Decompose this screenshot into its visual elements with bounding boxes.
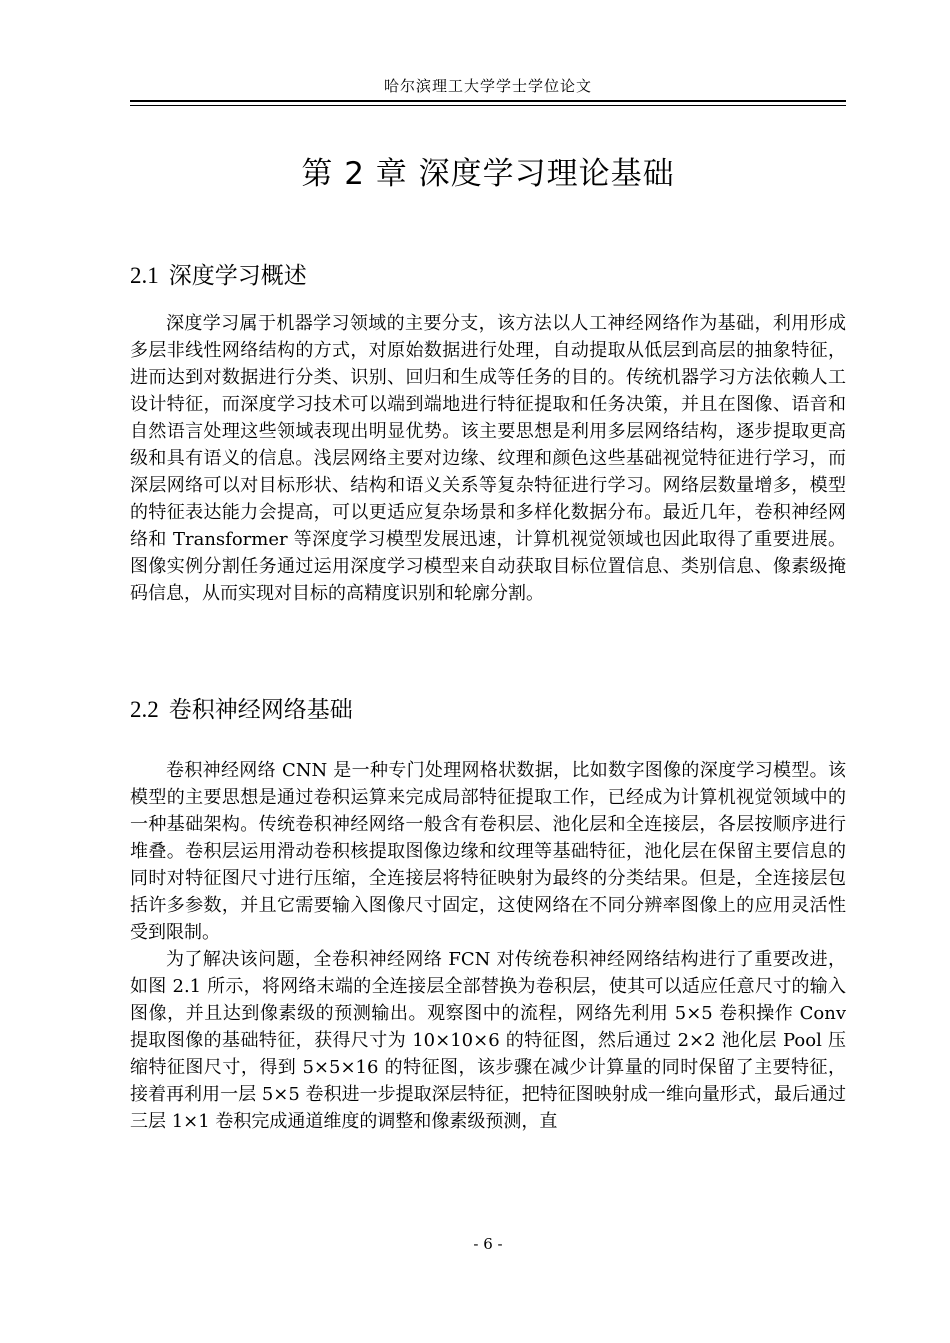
page-number: - 6 - <box>473 1235 503 1253</box>
paragraph: 卷积神经网络 CNN 是一种专门处理网格状数据，比如数字图像的深度学习模型。该模型的主要思想是通过卷积运算来完成局部特征提取工作，已经成为计算机视觉领域中的一种基础架构。传统卷积神经网络一般含有卷积层、池化层和全连接层，各层按顺序进行堆叠。卷积层运用滑动卷积核提取图像边缘和纹理等基础特征，池化层在保留主要信息的同时对特征图尺寸进行压缩，全连接层将特征映射为最终的分类结果。但是，全连接层包括许多参数，并且它需要输入图像尺寸固定，这使网络在不同分辨率图像上的应用灵活性受到限制。 <box>130 760 846 943</box>
running-header: 哈尔滨理工大学学士学位论文 <box>383 77 592 95</box>
paragraph: 为了解决该问题，全卷积神经网络 FCN 对传统卷积神经网络结构进行了重要改进，如图 2.1 所示，将网络末端的全连接层全部替换为卷积层，使其可以适应任意尺寸的输入图像，并且达到像素级的预测输出。观察图中的流程，网络先利用 5×5 卷积操作 Conv 提取图像的基础特征，获得尺寸为 10×10×6 的特征图，然后通过 2×2 池化层 Pool 压缩特征图尺寸，得到 5×5×16 的特征图，该步骤在减少计算量的同时保留了主要特征，接着再利用一层 5×5 卷积进一步提取深层特征，把特征图映射成一维向量形式，最后通过三层 1×1 卷积完成通道维度的调整和像素级预测，直 <box>130 949 846 1132</box>
paragraph: 深度学习属于机器学习领域的主要分支，该方法以人工神经网络作为基础，利用形成多层非线性网络结构的方式，对原始数据进行处理，自动提取从低层到高层的抽象特征，进而达到对数据进行分类、识别、回归和生成等任务的目的。传统机器学习方法依赖人工设计特征，而深度学习技术可以端到端地进行特征提取和任务决策，并且在图像、语音和自然语言处理这些领域表现出明显优势。该主要思想是利用多层网络结构，逐步提取更高级和具有语义的信息。浅层网络主要对边缘、纹理和颜色这些基础视觉特征进行学习，而深层网络可以对目标形状、结构和语义关系等复杂特征进行学习。网络层数量增多，模型的特征表达能力会提高，可以更适应复杂场景和多样化数据分布。最近几年，卷积神经网络和 Transformer 等深度学习模型发展迅速，计算机视觉领域也因此取得了重要进展。图像实例分割任务通过运用深度学习模型来自动获取目标位置信息、类别信息、像素级掩码信息，从而实现对目标的高精度识别和轮廓分割。 <box>130 313 846 604</box>
header-rule-thick <box>130 100 846 102</box>
chapter-title: 第 2 章 深度学习理论基础 <box>301 156 675 192</box>
section-title: 卷积神经网络基础 <box>168 697 353 723</box>
section-title: 深度学习概述 <box>168 263 307 289</box>
section-heading-2-1 <box>130 258 846 294</box>
section-number: 2.2 <box>130 697 159 722</box>
header-rule-thin <box>130 105 846 106</box>
section-heading-2-2 <box>130 692 846 728</box>
section-2-1-body <box>130 310 846 607</box>
section-2-2-body <box>130 757 846 1135</box>
section-number: 2.1 <box>130 263 159 288</box>
